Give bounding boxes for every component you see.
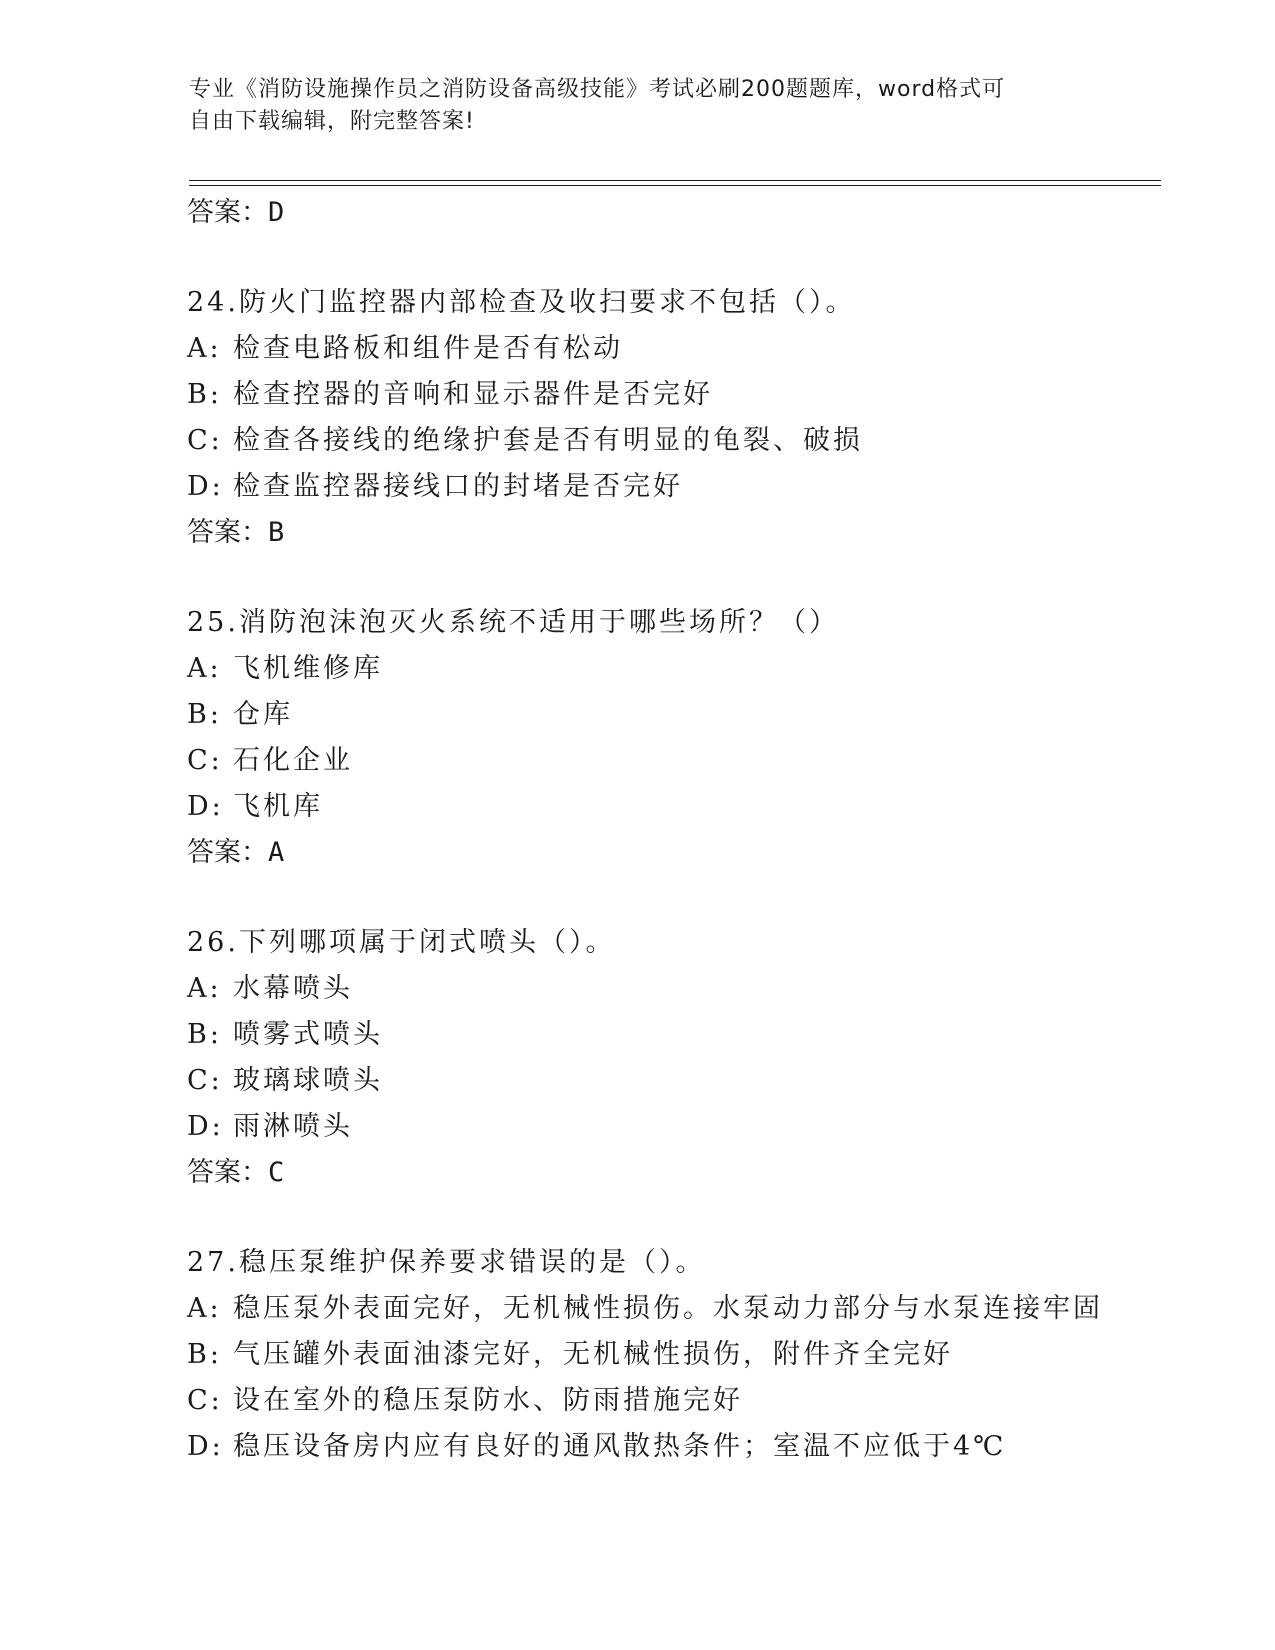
option-key: C:: [187, 425, 223, 456]
option-key: B:: [187, 699, 222, 730]
option-text: 检查监控器接线口的封堵是否完好: [233, 471, 683, 502]
option-text: 稳压泵外表面完好，无机械性损伤。水泵动力部分与水泵连接牢固: [233, 1293, 1103, 1324]
document-header: [189, 74, 1089, 138]
option-d: [187, 1104, 1167, 1150]
option-key: A:: [187, 653, 222, 684]
answer-label: 答案：: [187, 517, 268, 548]
option-a: [187, 326, 1167, 372]
option-b: [187, 1332, 1167, 1378]
option-text: 喷雾式喷头: [233, 1019, 383, 1050]
option-text: 检查各接线的绝缘护套是否有明显的龟裂、破损: [233, 425, 863, 456]
answer-line: [187, 510, 1167, 556]
option-text: 雨淋喷头: [233, 1111, 353, 1142]
option-text: 设在室外的稳压泵防水、防雨措施完好: [233, 1385, 743, 1416]
option-key: B:: [187, 1339, 222, 1370]
option-c: [187, 738, 1167, 784]
header-line-1: 专业《消防设施操作员之消防设备高级技能》考试必刷200题题库，word格式可: [189, 77, 1006, 102]
option-a: [187, 646, 1167, 692]
option-key: B:: [187, 1019, 222, 1050]
option-b: [187, 372, 1167, 418]
header-divider-top: [189, 180, 1161, 181]
option-key: C:: [187, 745, 223, 776]
option-d: [187, 464, 1167, 510]
answer-value: B: [268, 517, 285, 548]
option-c: [187, 1378, 1167, 1424]
question-item: [187, 1240, 1167, 1470]
option-key: C:: [187, 1385, 223, 1416]
option-c: [187, 1058, 1167, 1104]
question-stem: 25.消防泡沫泡灭火系统不适用于哪些场所？（）: [187, 607, 839, 638]
option-text: 仓库: [233, 699, 293, 730]
option-key: D:: [187, 791, 224, 822]
option-c: [187, 418, 1167, 464]
answer-line: [187, 190, 1167, 236]
answer-line: [187, 830, 1167, 876]
option-key: D:: [187, 1111, 224, 1142]
question-stem: 24.防火门监控器内部检查及收扫要求不包括（）。: [187, 287, 856, 318]
answer-value: C: [268, 1157, 285, 1188]
option-key: C:: [187, 1065, 223, 1096]
option-key: A:: [187, 333, 222, 364]
option-text: 水幕喷头: [233, 973, 353, 1004]
question-item: [187, 600, 1167, 876]
question-stem: 27.稳压泵维护保养要求错误的是（）。: [187, 1247, 706, 1278]
answer-label: 答案：: [187, 1157, 268, 1188]
option-key: B:: [187, 379, 222, 410]
answer-label: 答案：: [187, 197, 268, 228]
option-text: 气压罐外表面油漆完好，无机械性损伤，附件齐全完好: [233, 1339, 953, 1370]
option-key: A:: [187, 973, 222, 1004]
option-d: [187, 1424, 1167, 1470]
question-item: [187, 280, 1167, 556]
option-text: 检查控器的音响和显示器件是否完好: [233, 379, 713, 410]
option-a: [187, 1286, 1167, 1332]
option-text: 飞机维修库: [233, 653, 383, 684]
option-key: A:: [187, 1293, 222, 1324]
option-key: D:: [187, 1431, 224, 1462]
answer-label: 答案：: [187, 837, 268, 868]
header-line-2: 自由下载编辑，附完整答案!: [189, 109, 475, 134]
answer-value: D: [268, 197, 285, 228]
option-text: 飞机库: [233, 791, 323, 822]
option-text: 检查电路板和组件是否有松动: [233, 333, 623, 364]
option-b: [187, 692, 1167, 738]
option-text: 稳压设备房内应有良好的通风散热条件；室温不应低于4℃: [233, 1431, 1007, 1462]
answer-line: [187, 1150, 1167, 1196]
question-stem: 26.下列哪项属于闭式喷头（）。: [187, 927, 616, 958]
option-text: 石化企业: [233, 745, 353, 776]
option-text: 玻璃球喷头: [233, 1065, 383, 1096]
answer-value: A: [268, 837, 285, 868]
question-item: [187, 920, 1167, 1196]
question-list: [187, 190, 1167, 1470]
option-key: D:: [187, 471, 224, 502]
option-a: [187, 966, 1167, 1012]
option-b: [187, 1012, 1167, 1058]
header-divider-bottom: [189, 185, 1161, 186]
option-d: [187, 784, 1167, 830]
